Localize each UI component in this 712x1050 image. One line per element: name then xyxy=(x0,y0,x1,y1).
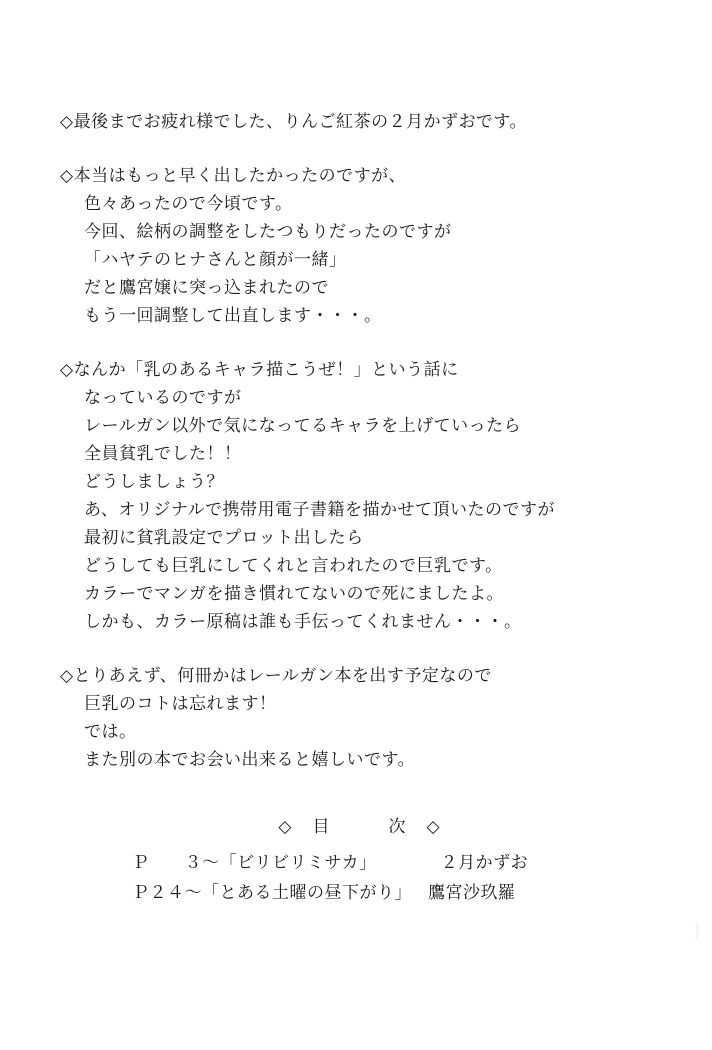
afterword-line: レールガン以外で気になってるキャラを上げていったら xyxy=(84,416,522,436)
afterword-line: では。 xyxy=(84,722,137,742)
afterword-line: しかも、カラー原稿は誰も手伝ってくれません・・・。 xyxy=(84,612,522,632)
afterword-line: もう一回調整して出直します・・・。 xyxy=(84,306,382,326)
toc-entry-author: ２月かずお xyxy=(440,853,529,873)
afterword-line: 「ハヤテのヒナさんと顔が一緒」 xyxy=(84,250,347,270)
toc-entry-title: 「とある土曜の昼下がり」 xyxy=(202,883,412,903)
afterword-line: 全員貧乳でした！！ xyxy=(84,444,242,464)
afterword-line: 最初に貧乳設定でプロット出したら xyxy=(84,528,364,548)
afterword-line: だと鷹宮嬢に突っ込まれたので xyxy=(84,278,329,298)
toc-heading: ◇ 目 次 ◇ xyxy=(278,817,442,837)
toc-entries xyxy=(60,848,660,908)
afterword-line: ◇本当はもっと早く出したかったのですが、 xyxy=(60,166,407,186)
afterword-line: 今回、絵柄の調整をしたつもりだったのですが xyxy=(84,222,452,242)
toc-entry-title: 「ビリビリミサカ」 xyxy=(219,853,377,873)
toc-entry xyxy=(132,878,660,908)
table-of-contents xyxy=(60,812,660,908)
afterword-paragraph xyxy=(60,662,660,774)
afterword-line: 巨乳のコトは忘れます！ xyxy=(84,694,277,714)
afterword-line: また別の本でお会い出来ると嬉しいです。 xyxy=(84,750,416,770)
afterword-line: どうしましょう？ xyxy=(84,472,224,492)
afterword-paragraph xyxy=(60,162,660,330)
afterword-line: ◇なんか「乳のあるキャラ描こうぜ！」という話に xyxy=(60,360,459,380)
afterword-paragraph xyxy=(60,108,660,136)
toc-entry-page: Ｐ２４〜 xyxy=(132,883,202,903)
afterword-line: 色々あったので今頃です。 xyxy=(84,194,293,214)
afterword-body xyxy=(60,108,660,774)
page-curl-decoration xyxy=(688,920,698,942)
toc-entry-page: Ｐ ３〜 xyxy=(132,853,220,873)
afterword-line: あ、オリジナルで携帯用電子書籍を描かせて頂いたのですが xyxy=(84,500,555,520)
afterword-line: ◇とりあえず、何冊かはレールガン本を出す予定なので xyxy=(60,666,492,686)
afterword-line: カラーでマンガを描き慣れてないので死にましたよ。 xyxy=(84,584,504,604)
toc-entry xyxy=(132,848,660,878)
afterword-paragraph xyxy=(60,356,660,636)
toc-entry-author: 鷹宮沙玖羅 xyxy=(428,883,516,903)
afterword-line: どうしても巨乳にしてくれと言われたので巨乳です。 xyxy=(84,556,503,576)
afterword-line: ◇最後までお疲れ様でした、りんご紅茶の２月かずおです。 xyxy=(60,112,528,132)
afterword-line: なっているのですが xyxy=(84,388,242,408)
